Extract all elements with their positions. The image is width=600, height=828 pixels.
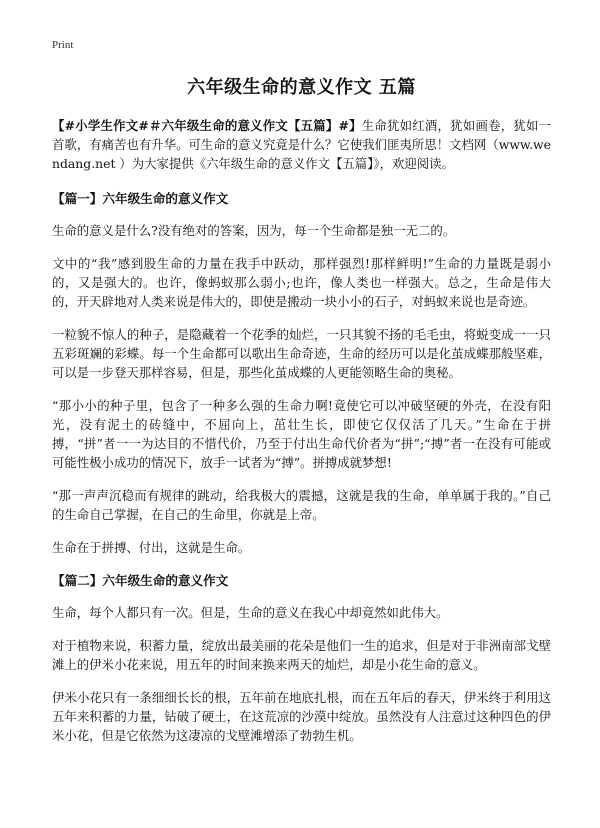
section-2-paragraph-3: 伊米小花只有一条细细长长的根，五年前在地底扎根，而在五年后的春天，伊米终于利用这五年来积蓄的力量，钻破了硬土，在这荒凉的沙漠中绽放。虽然没有人注意过这种四色的伊米小花，但是它依然为这凄凉的戈壁滩增添了勃勃生机。 [52, 690, 551, 743]
intro-paragraph [52, 116, 551, 173]
section-1-paragraph-1: 生命的意义是什么?没有绝对的答案，因为，每一个生命都是独一无二的。 [52, 223, 456, 238]
section-2-heading: 【篇二】六年级生命的意义作文 [52, 573, 229, 588]
section-1-paragraph-4: “那小小的种子里，包含了一种多么强的生命力啊!竟使它可以冲破坚硬的外壳，在没有阳光，没有泥土的砖缝中，不屈向上，茁壮生长，即使它仅仅活了几天。”生命在于拼搏，“拼”者一一为达目的不惜代价，乃至于付出生命代价者为“拼”;“搏”者一在没有可能或可能性极小成功的情况下，放手一试者为“搏”。拼搏成就梦想! [52, 398, 551, 470]
print-label: Print [52, 39, 74, 51]
section-2-paragraph-1: 生命，每个人都只有一次。但是，生命的意义在我心中却竟然如此伟大。 [52, 605, 449, 620]
document-title: 六年级生命的意义作文 五篇 [187, 77, 416, 98]
section-1-paragraph-6: 生命在于拼搏、付出，这就是生命。 [52, 540, 251, 555]
intro-tags: 【#小学生作文#＃六年级生命的意义作文【五篇】#】 [52, 118, 362, 133]
section-1-paragraph-5: “那一声声沉稳而有规律的跳动，给我极大的震撼，这就是我的生命，单单属于我的。”自己的生命自己掌握，在自己的生命里，你就是上帝。 [52, 488, 551, 522]
intro-text: 生命犹如红酒，犹如画卷，犹如一首歌，有痛苦也有升华。可生命的意义究竟是什么？它使我们匪夷所思！文档网（www.wendang.net ）为大家提供《六年级生命的意义作文【五篇】》，欢迎阅读。 [52, 118, 551, 171]
section-1-paragraph-2: 文中的“我”感到股生命的力量在我手中跃动，那样强烈!那样鲜明!”生命的力量既是弱小的，又是强大的。也许，像蚂蚁那么弱小;也许，像人类也一样强大。总之，生命是伟大的，开天辟地对人类来说是伟大的，即使是搬动一块小小的石子，对蚂蚁来说也是奇迹。 [52, 256, 551, 309]
section-1-heading: 【篇一】六年级生命的意义作文 [52, 191, 229, 206]
section-1-paragraph-3: 一粒貌不惊人的种子，是隐藏着一个花季的灿烂，一只其貌不扬的毛毛虫，将蜕变成一一只五彩斑斓的彩蝶。每一个生命都可以歌出生命奇迹，生命的经历可以是化茧成蝶那般坚难，可以是一步登天那样容易，但是，那些化茧成蝶的人更能领略生命的奥秘。 [52, 327, 551, 380]
section-2-paragraph-2: 对于植物来说，积蓄力量，绽放出最美丽的花朵是他们一生的追求，但是对于非洲南部戈壁滩上的伊米小花来说，用五年的时间来换来两天的灿烂，却是小花生命的意义。 [52, 638, 551, 672]
